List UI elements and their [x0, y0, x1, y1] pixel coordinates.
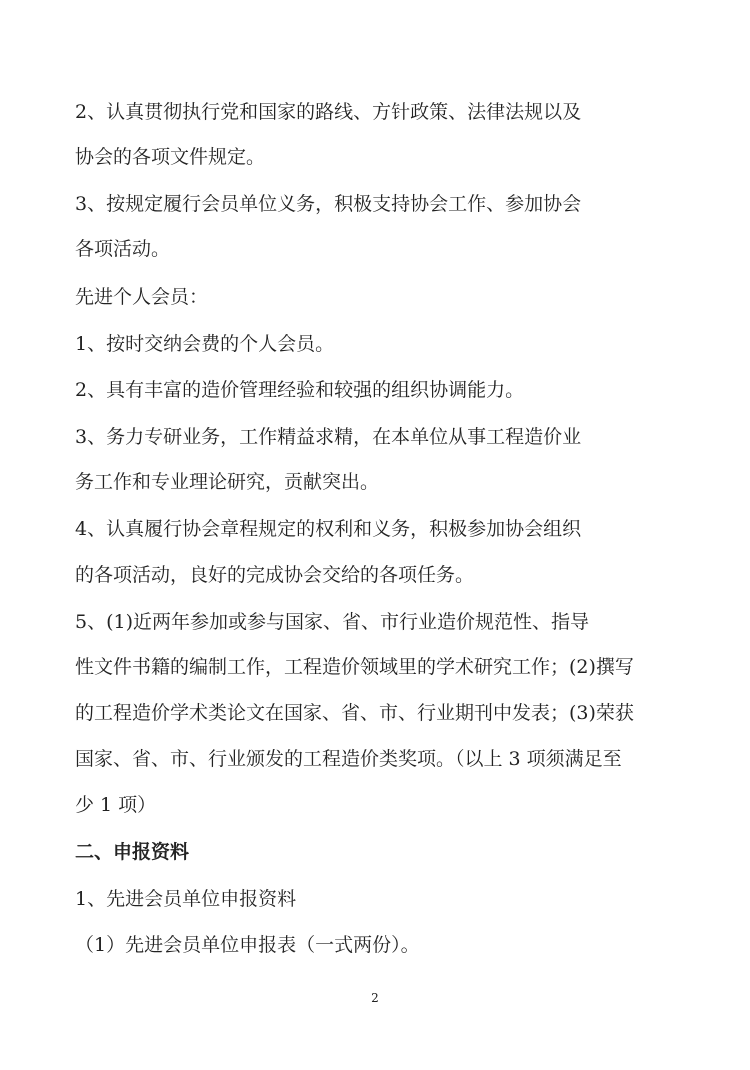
- paragraph-line: 5、(1)近两年参加或参与国家、省、市行业造价规范性、指导: [75, 611, 590, 633]
- paragraph-line: 4、认真履行协会章程规定的权利和义务，积极参加协会组织: [75, 518, 582, 540]
- paragraph-line: 3、按规定履行会员单位义务，积极支持协会工作、参加协会: [75, 193, 582, 215]
- paragraph-line: 的各项活动，良好的完成协会交给的各项任务。: [75, 564, 475, 586]
- paragraph-line: 性文件书籍的编制工作，工程造价领域里的学术研究工作；(2)撰写: [75, 656, 634, 678]
- section-heading-bold: 二、申报资料: [75, 841, 190, 863]
- paragraph-line: 3、务力专研业务，工作精益求精，在本单位从事工程造价业: [75, 426, 582, 448]
- paragraph-line: 的工程造价学术类论文在国家、省、市、行业期刊中发表；(3)荣获: [75, 702, 634, 724]
- page-number: 2: [371, 991, 379, 1005]
- paragraph-line: （1）先进会员单位申报表（一式两份）。: [75, 934, 420, 956]
- paragraph-line: 1、先进会员单位申报资料: [75, 888, 297, 910]
- paragraph-line: 少 1 项）: [75, 794, 157, 816]
- paragraph-line: 协会的各项文件规定。: [75, 146, 266, 168]
- paragraph-line: 国家、省、市、行业颁发的工程造价类奖项。（以上 3 项须满足至: [75, 748, 622, 770]
- paragraph-line: 2、具有丰富的造价管理经验和较强的组织协调能力。: [75, 379, 525, 401]
- paragraph-line: 务工作和专业理论研究，贡献突出。: [75, 471, 380, 493]
- paragraph-line: 各项活动。: [75, 238, 171, 260]
- paragraph-line: 2、认真贯彻执行党和国家的路线、方针政策、法律法规以及: [75, 101, 582, 123]
- section-heading: 先进个人会员：: [75, 286, 209, 308]
- paragraph-line: 1、按时交纳会费的个人会员。: [75, 333, 335, 355]
